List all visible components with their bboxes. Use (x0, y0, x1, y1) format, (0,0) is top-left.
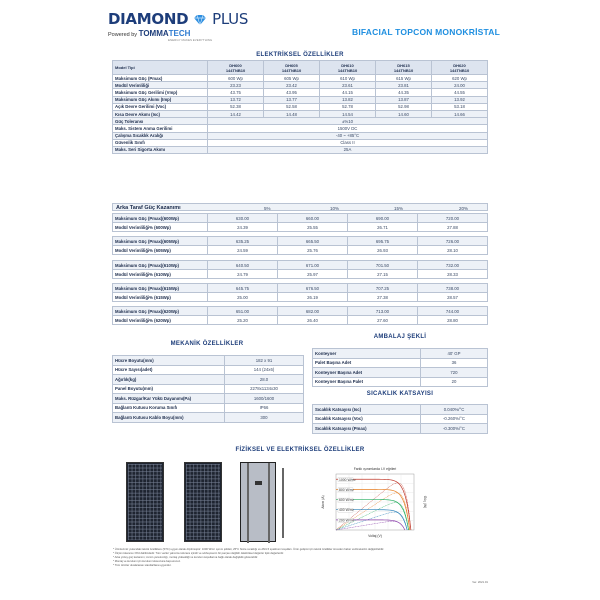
row-label: Konteyner Başına Palet (313, 377, 421, 387)
electrical-row (113, 89, 488, 96)
row-label: Konteyner Başına Adet (313, 368, 421, 378)
packaging-row (313, 358, 488, 368)
series-label: 600 W/m² (339, 498, 354, 503)
row-label: Ağırlık(kg) (113, 375, 225, 385)
cell-value: 690.00 (348, 214, 418, 223)
cell-value: 25.55 (278, 223, 348, 232)
packaging-table (312, 348, 488, 387)
rear-gain-table (112, 260, 488, 279)
electrical-row (113, 96, 488, 103)
row-label: Panel Boyutu(mm) (113, 384, 225, 394)
cell-value: 27.60 (348, 316, 418, 325)
electrical-row (113, 139, 488, 146)
cell-value: -0.300%/°C (421, 424, 488, 434)
cell-value: 144 (24x6) (225, 365, 304, 375)
temperature-section-title: SICAKLIK KATSAYISI (366, 391, 434, 397)
mechanical-row (113, 394, 304, 404)
iv-curve-chart (318, 465, 433, 543)
row-label: Modül Verimliliği% (605Wp) (113, 246, 208, 255)
cell-value: 13.87 (376, 96, 432, 103)
row-label: Hücre Sayısı(adet) (113, 365, 225, 375)
cell-value: 28.80 (418, 316, 488, 325)
electrical-row (113, 82, 488, 89)
packaging-row (313, 368, 488, 378)
rear-gain-table (112, 283, 488, 302)
mechanical-row (113, 384, 304, 394)
footnote-line: * Tüm ürünler uluslararası standartlara uygundur. (113, 564, 172, 568)
model-name: DH610 144TNB10 (320, 61, 376, 75)
mechanical-row (113, 375, 304, 385)
cell-value: 665.50 (278, 237, 348, 246)
row-label: Bağlantı Kutusu Kablo Boyu(mm) (113, 413, 225, 423)
panel-back-view (240, 462, 276, 542)
cell-value: IP66 (225, 403, 304, 413)
cell-value: 630.00 (208, 214, 278, 223)
electrical-table (112, 60, 488, 154)
cell-value: 615 Wp (376, 75, 432, 82)
model-name: DH605 144TNB10 (264, 61, 320, 75)
brand-logo (108, 10, 248, 42)
cell-value: 52.78 (320, 103, 376, 110)
temperature-table (312, 404, 488, 434)
cell-value: 14.54 (320, 110, 376, 117)
rear-eff-row (113, 270, 488, 279)
cell-value: 43.75 (208, 89, 264, 96)
cell-value: 27.15 (348, 270, 418, 279)
cell-value: 44.55 (432, 89, 488, 96)
diamond-icon (194, 15, 206, 25)
cell-value: 14.48 (264, 110, 320, 117)
mechanical-row (113, 403, 304, 413)
row-label: Maks. Sistem Anma Gerilimi (113, 125, 208, 132)
document-title: BIFACIAL TOPCON MONOKRİSTAL (351, 27, 500, 37)
mechanical-row (113, 413, 304, 423)
rear-eff-row (113, 223, 488, 232)
mechanical-row (113, 356, 304, 366)
rear-gain-title: Arka Taraf Güç Kazanımı (116, 205, 181, 211)
cell-value: 744.00 (418, 307, 488, 316)
packaging-row (313, 349, 488, 359)
rear-gain-percent: 10% (330, 205, 340, 211)
cell-value: 732.00 (418, 261, 488, 270)
cell-value: 2278x1134x30 (225, 384, 304, 394)
cell-value: 24.39 (208, 223, 278, 232)
packaging-row (313, 377, 488, 387)
cell-value: 671.00 (278, 261, 348, 270)
mechanical-table (112, 355, 304, 423)
cell-value: 1600/1600 (225, 394, 304, 404)
cell-value: 26.93 (348, 246, 418, 255)
chart-ylabel: Akım (A) (321, 495, 325, 509)
cell-value: 14.42 (208, 110, 264, 117)
model-name: DH600 144TNB10 (208, 61, 264, 75)
row-label: Maksimum Güç (Pmax)(605Wp) (113, 237, 208, 246)
cell-value: 24.79 (208, 270, 278, 279)
cell-value: 620 Wp (432, 75, 488, 82)
row-label: Güvenlik Sınıfı (113, 139, 208, 146)
chart-title: Farklı ışınımlarda I-V eğrileri (353, 467, 397, 471)
cell-value: 53.18 (432, 103, 488, 110)
cell-value: 24.59 (208, 246, 278, 255)
rear-eff-row (113, 246, 488, 255)
panel-diagrams (120, 460, 305, 546)
cell-value: 43.95 (264, 89, 320, 96)
cell-value: 28.33 (418, 270, 488, 279)
row-label: Palet Başına Adet (313, 358, 421, 368)
electrical-row (113, 110, 488, 117)
footnote-line: * Arka yüzey güç kazanımı; zemin yansıtıcılığı, montaj yüksekliği ve kurulum koşullarına bağlı olarak değişiklik gösterebilir. (113, 556, 259, 560)
cell-value: 25A (208, 146, 488, 153)
electrical-row (113, 103, 488, 110)
row-label: Kısa Devre Akımı (Isc) (113, 110, 208, 117)
cell-value: 40' GP (421, 349, 488, 359)
rear-power-row (113, 307, 488, 316)
brand-title (108, 10, 248, 28)
cell-value: 23.81 (376, 82, 432, 89)
cell-value: Class II (208, 139, 488, 146)
cell-value: 300 (225, 413, 304, 423)
cell-value: 738.00 (418, 284, 488, 293)
cell-value: 27.38 (348, 293, 418, 302)
cell-value: 28.0 (225, 375, 304, 385)
temperature-row (313, 405, 488, 415)
cell-value: 720 (421, 368, 488, 378)
model-name: DH615 144TNB10 (376, 61, 432, 75)
rear-gain-percent: 15% (394, 205, 404, 211)
electrical-row (113, 146, 488, 153)
cell-value: 726.00 (418, 237, 488, 246)
model-name: DH620 144TNB10 (432, 61, 488, 75)
row-label: Maksimum Güç Gerilimi (Vmp) (113, 89, 208, 96)
cell-value: 13.92 (432, 96, 488, 103)
row-label: Güç Toleransı (113, 118, 208, 125)
row-label: Çalışma Sıcaklık Aralığı (113, 132, 208, 139)
cell-value: 1500V DC (208, 125, 488, 132)
cell-value: -0.260%/°C (421, 414, 488, 424)
row-label: Sıcaklık Katsayısı (Pmax) (313, 424, 421, 434)
temperature-row (313, 414, 488, 424)
panel-front-view (184, 462, 222, 542)
rear-gain-percent: 20% (459, 205, 469, 211)
rear-power-row (113, 284, 488, 293)
rear-eff-row (113, 316, 488, 325)
brand-tagline: ENERGY MAKES EVERYTHING (168, 38, 213, 42)
cell-value: 13.72 (208, 96, 264, 103)
model-label: Model Tipi (113, 61, 208, 75)
cell-value: 23.23 (208, 82, 264, 89)
footnote-line: * Ölçüm toleransı ±%3 dahilindedir. Tüm veriler yalnızca referans içindir ve sözleşmenin bir parçası değildir. Elektriksel değerler tipik değerlerdir. (113, 552, 284, 556)
panel-side-view (282, 468, 284, 538)
cell-value: 182 x 91 (225, 356, 304, 366)
cell-value: 25.76 (278, 246, 348, 255)
row-label: Modül Verimliliği% (620Wp) (113, 316, 208, 325)
electrical-row (113, 125, 488, 132)
rear-gain-table (112, 213, 488, 232)
cell-value: 44.15 (320, 89, 376, 96)
cell-value: 24.00 (432, 82, 488, 89)
temperature-row (313, 424, 488, 434)
cell-value: 25.00 (208, 293, 278, 302)
cell-value: 28.57 (418, 293, 488, 302)
row-label: Modül Verimliliği% (600Wp) (113, 223, 208, 232)
series-label: 800 W/m² (339, 487, 354, 492)
mechanical-row (113, 365, 304, 375)
row-label: Bağlantı Kutusu Koruma Sınıfı (113, 403, 225, 413)
physical-section-title: FİZİKSEL VE ELEKTRİKSEL ÖZELLİKLER (235, 447, 365, 453)
rear-gain-header (112, 203, 488, 211)
row-label: Açık Devre Gerilimi (Voc) (113, 103, 208, 110)
cell-value: 600 Wp (208, 75, 264, 82)
row-label: Maks. Rüzgar/Kar Yükü Dayanımı(Pa) (113, 394, 225, 404)
row-label: Maksimum Güç (Pmax)(615Wp) (113, 284, 208, 293)
cell-value: 605 Wp (264, 75, 320, 82)
packaging-section-title: AMBALAJ ŞEKLİ (373, 334, 427, 340)
cell-value: 25.20 (208, 316, 278, 325)
cell-value: 23.61 (320, 82, 376, 89)
cell-value: 14.66 (432, 110, 488, 117)
cell-value: ±%10 (208, 118, 488, 125)
cell-value: -40 ~ +85°C (208, 132, 488, 139)
cell-value: 651.00 (208, 307, 278, 316)
row-label: Modül Verimliliği% (610Wp) (113, 270, 208, 279)
rear-gain-table (112, 236, 488, 255)
electrical-row (113, 132, 488, 139)
rear-gain-percent: 5% (264, 205, 271, 211)
series-label: 400 W/m² (339, 508, 354, 513)
electrical-row (113, 118, 488, 125)
row-label: Modül Verimliliği% (615Wp) (113, 293, 208, 302)
rear-power-row (113, 261, 488, 270)
footnote-line: * Ürünlerimiz yukarıdaki teknik özelliklere (STC) uygun olarak ölçülmüştür: 1000 W/m² ışınım şiddeti, 25°C hücre sıcaklığı ve AM1.5 spektrum koşulları. Ürün gelişimi için teknik özellikler önceden haber verilmeksizin değiştirilebilir. (113, 548, 385, 551)
cell-value: 695.75 (348, 237, 418, 246)
cell-value: 707.25 (348, 284, 418, 293)
cell-value: 26.19 (278, 293, 348, 302)
brand-name-b: PLUS (212, 10, 249, 28)
cell-value: 720.00 (418, 214, 488, 223)
row-label: Maksimum Güç Akımı (Imp) (113, 96, 208, 103)
row-label: Maks. Seri Sigorta Akımı (113, 146, 208, 153)
cell-value: 13.77 (264, 96, 320, 103)
chart-y2label: Güç (W) (423, 495, 427, 509)
row-label: Maksimum Güç (Pmax)(610Wp) (113, 261, 208, 270)
tommatech-logo: TOMMATECH (138, 29, 191, 38)
rear-gain-table (112, 306, 488, 325)
cell-value: 36 (421, 358, 488, 368)
rear-power-row (113, 214, 488, 223)
cell-value: 27.88 (418, 223, 488, 232)
rear-eff-row (113, 293, 488, 302)
row-label: Konteyner (313, 349, 421, 359)
cell-value: 645.75 (208, 284, 278, 293)
cell-value: 25.97 (278, 270, 348, 279)
mechanical-section-title: MEKANİK ÖZELLİKLER (170, 341, 244, 347)
cell-value: 682.00 (278, 307, 348, 316)
cell-value: 13.82 (320, 96, 376, 103)
cell-value: 610 Wp (320, 75, 376, 82)
brand-name-a: DIAMOND (108, 10, 189, 28)
electrical-row (113, 75, 488, 82)
chart-xlabel: Voltaj (V) (368, 534, 382, 538)
series-label: 1000 W/m² (339, 477, 356, 482)
cell-value: 713.00 (348, 307, 418, 316)
footnote-text (113, 548, 489, 568)
cell-value: 635.25 (208, 237, 278, 246)
cell-value: 14.60 (376, 110, 432, 117)
electrical-section-title: ELEKTRİKSEL ÖZELLİKLER (256, 52, 344, 58)
footnote-line: * Montaj ve kurulum için kurulum kılavuzuna başvurunuz. (113, 560, 181, 564)
row-label: Sıcaklık Katsayısı (Voc) (313, 414, 421, 424)
panel-front-view (126, 462, 164, 542)
series-label: 200 W/m² (339, 518, 354, 523)
cell-value: 20 (421, 377, 488, 387)
cell-value: 676.50 (278, 284, 348, 293)
cell-value: 52.58 (264, 103, 320, 110)
powered-by: Powered by TOMMATECH (108, 29, 191, 38)
cell-value: 640.50 (208, 261, 278, 270)
version-label: Ver. 2021.01 (472, 580, 488, 584)
cell-value: 28.10 (418, 246, 488, 255)
cell-value: 0.040%/°C (421, 405, 488, 415)
cell-value: 26.71 (348, 223, 418, 232)
cell-value: 52.38 (208, 103, 264, 110)
cell-value: 23.42 (264, 82, 320, 89)
cell-value: 44.35 (376, 89, 432, 96)
cell-value: 660.00 (278, 214, 348, 223)
model-header-row (113, 61, 488, 75)
rear-power-row (113, 237, 488, 246)
row-label: Hücre Boyutu(mm) (113, 356, 225, 366)
row-label: Maksimum Güç (Pmax)(600Wp) (113, 214, 208, 223)
row-label: Maksimum Güç (Pmax)(620Wp) (113, 307, 208, 316)
cell-value: 52.98 (376, 103, 432, 110)
cell-value: 701.50 (348, 261, 418, 270)
cell-value: 26.40 (278, 316, 348, 325)
row-label: Modül Verimliliği (113, 82, 208, 89)
row-label: Maksimum Güç (Pmax) (113, 75, 208, 82)
row-label: Sıcaklık Katsayısı (Isc) (313, 405, 421, 415)
